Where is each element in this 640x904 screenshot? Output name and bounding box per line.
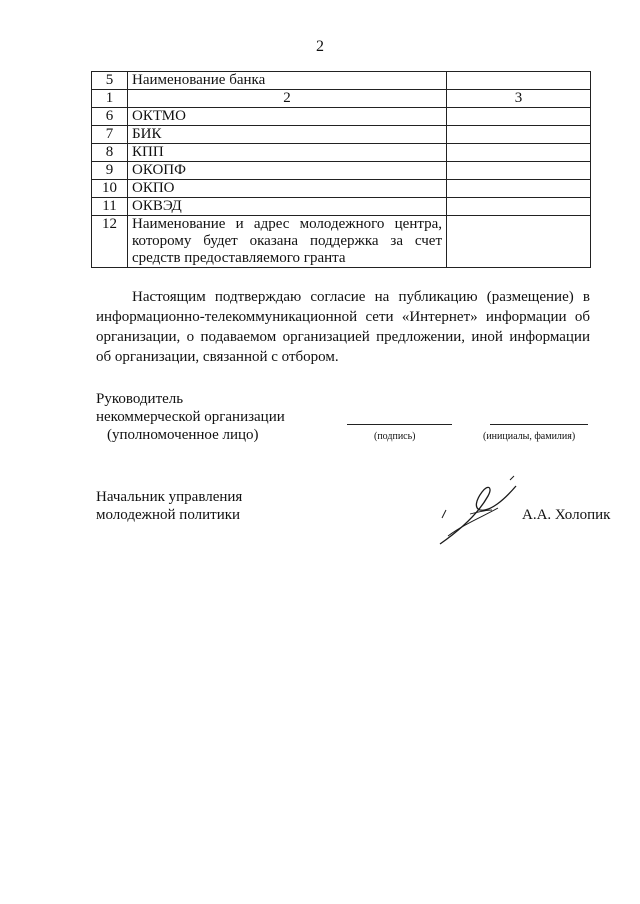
row-number: 9 [92, 162, 128, 180]
organization-details-table [91, 71, 591, 268]
table-row [92, 144, 591, 162]
table-row [92, 216, 591, 268]
signatory-title-line3: (уполномоченное лицо) [107, 427, 259, 443]
row-number: 7 [92, 126, 128, 144]
page-number: 2 [316, 38, 324, 55]
column-number-3: 3 [447, 90, 591, 108]
row-label: Наименование и адрес молодежного центра, которому будет оказана поддержка за счет средств предоставляемого гранта [128, 216, 447, 268]
row-label: ОКВЭД [128, 198, 447, 216]
row-value [447, 180, 591, 198]
row-number: 8 [92, 144, 128, 162]
row-value [447, 198, 591, 216]
row-number: 12 [92, 216, 128, 268]
signature-caption: (подпись) [374, 431, 416, 442]
row-label: БИК [128, 126, 447, 144]
row-label: КПП [128, 144, 447, 162]
name-caption: (инициалы, фамилия) [483, 431, 576, 442]
table-row [92, 198, 591, 216]
table-row [92, 180, 591, 198]
table-row [92, 162, 591, 180]
row-value [447, 162, 591, 180]
signature-line [347, 424, 452, 425]
consent-paragraph: Настоящим подтверждаю согласие на публикацию (размещение) в информационно-телекоммуникационной сети «Интернет» информации об организации, о подаваемом организацией предложении, иной информации об организации, связанной с отбором. [96, 289, 590, 365]
row-label: ОКТМО [128, 108, 447, 126]
row-number: 10 [92, 180, 128, 198]
row-number: 6 [92, 108, 128, 126]
row-label: ОКПО [128, 180, 447, 198]
approver-title-line2: молодежной политики [96, 507, 241, 523]
row-value [447, 144, 591, 162]
row-number: 11 [92, 198, 128, 216]
table-header-row [92, 90, 591, 108]
signatory-title-line2: некоммерческой организации [96, 409, 285, 425]
signatory-title-line1: Руководитель [96, 391, 184, 407]
column-number-2: 2 [128, 90, 447, 108]
row-label: ОКОПФ [128, 162, 447, 180]
table-row [92, 108, 591, 126]
table-row [92, 72, 591, 90]
row-value [447, 126, 591, 144]
row-number: 5 [92, 72, 128, 90]
row-label: Наименование банка [128, 72, 447, 90]
approver-title-line1: Начальник управления [96, 489, 243, 505]
handwritten-signature [430, 470, 525, 550]
row-value [447, 72, 591, 90]
approver-name: А.А. Холопик [522, 507, 611, 523]
name-line [490, 424, 588, 425]
row-value [447, 108, 591, 126]
column-number-1: 1 [92, 90, 128, 108]
row-value [447, 216, 591, 268]
table-row [92, 126, 591, 144]
